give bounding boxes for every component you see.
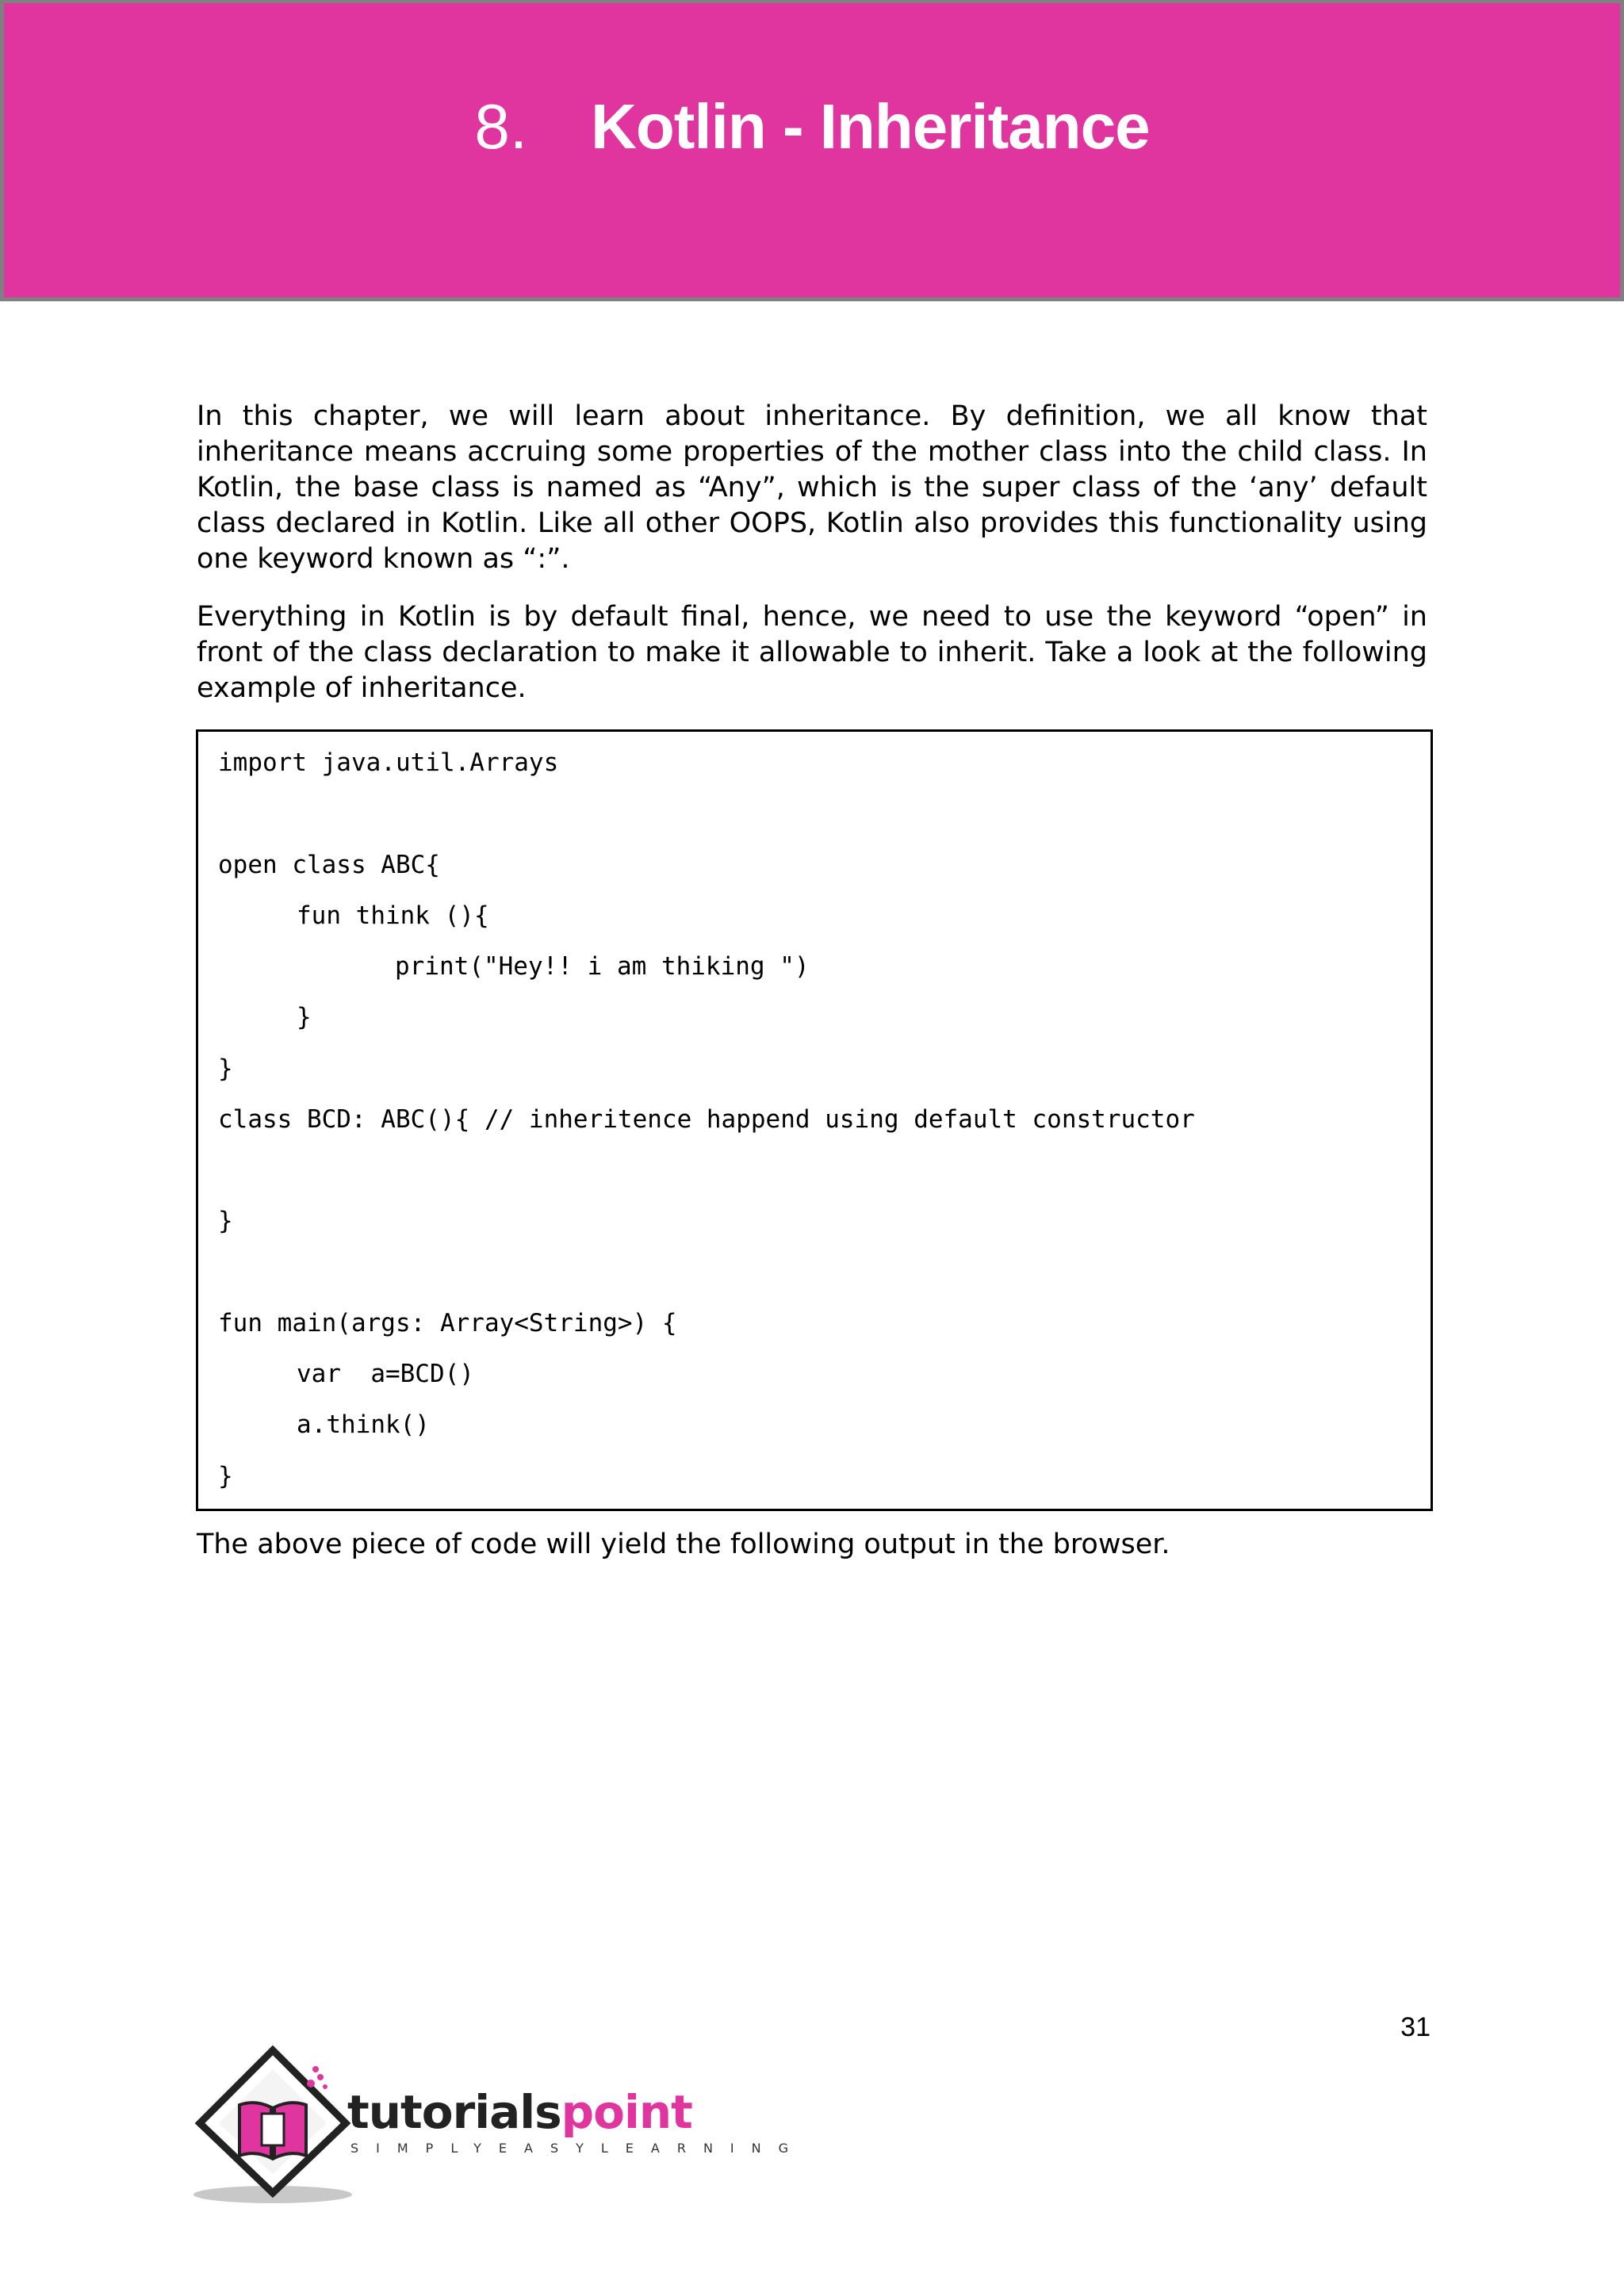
code-line: var a=BCD()	[297, 1360, 474, 1388]
open-keyword-paragraph: Everything in Kotlin is by default final, hence, we need to use the keyword “open” in front of the class declaration to make it allowable to inherit. Take a look at the following example of inheritance.	[197, 601, 1427, 704]
chapter-title	[0, 79, 1624, 174]
code-line: import java.util.Arrays	[218, 748, 559, 777]
output-intro-text: The above piece of code will yield the following output in the browser.	[197, 1529, 1170, 1560]
code-line: open class ABC{	[218, 851, 440, 879]
code-line: fun think (){	[297, 901, 489, 930]
code-line: print("Hey!! i am thiking ")	[395, 952, 810, 981]
logo-brand-dark: tutorials	[347, 2085, 561, 2139]
code-line: }	[218, 1054, 233, 1083]
logo-wordmark	[347, 2087, 692, 2137]
code-line: }	[218, 1462, 233, 1490]
code-line: }	[218, 1207, 233, 1235]
chapter-name: Kotlin - Inheritance	[591, 91, 1150, 162]
page-number: 31	[1400, 2012, 1431, 2042]
code-line: a.think()	[297, 1410, 430, 1439]
intro-paragraph: In this chapter, we will learn about inheritance. By definition, we all know that inheritance means accruing some properties of the mother class into the child class. In Kotlin, the base class is named as “Any”, which is the super class of the ‘any’ default class declared in Kotlin. Like all other OOPS, Kotlin also provides this functionality using one keyword known as “:”.	[197, 400, 1427, 575]
tutorialspoint-logo[interactable]	[193, 2045, 806, 2204]
chapter-number: 8.	[474, 91, 528, 162]
logo-brand-accent: point	[561, 2085, 692, 2139]
code-line: class BCD: ABC(){ // inheritence happend using default constructor	[218, 1105, 1195, 1134]
logo-tagline: SIMPLYEASYLEARNING	[350, 2141, 806, 2156]
book-figure	[262, 2114, 284, 2145]
code-block	[196, 729, 1433, 1511]
code-line: fun main(args: Array<String>) {	[218, 1309, 677, 1337]
code-line: }	[297, 1003, 312, 1031]
